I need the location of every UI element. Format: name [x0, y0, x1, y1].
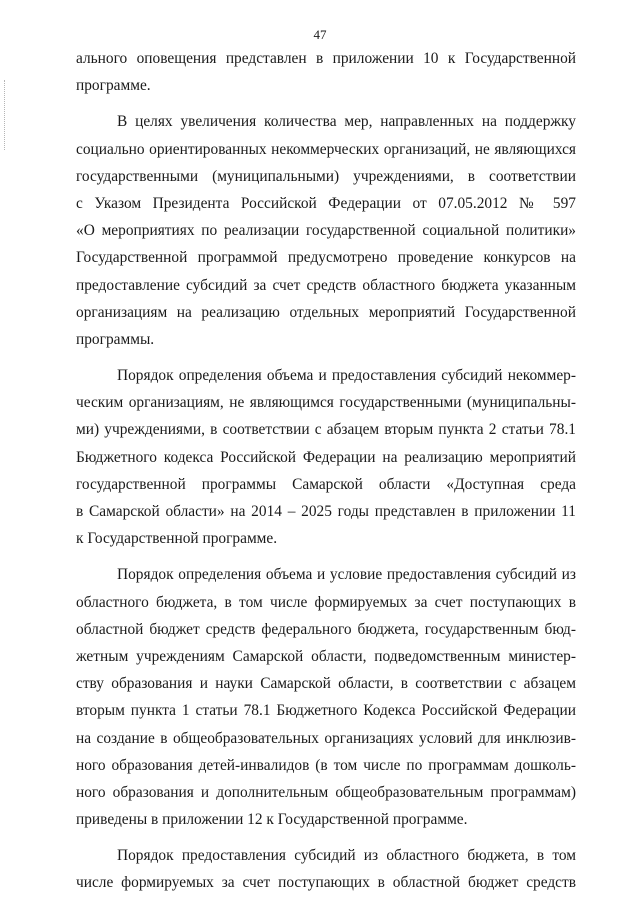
text-line: ного образования и дополнительным общеобразовательным программам)	[76, 783, 576, 801]
text-line: предоставление субсидий за счет средств областного бюджета указанным	[76, 276, 576, 294]
body-text	[76, 45, 576, 897]
text-line: областной бюджет средств федерального бюджета, государственным бюд-	[76, 620, 576, 638]
text-line: государственными (муниципальными) учреждениями, в соответствии	[76, 167, 576, 185]
text-line: Государственной программой предусмотрено проведение конкурсов на	[76, 249, 576, 267]
text-line: социально ориентированных некоммерческих организаций, не являющихся	[76, 140, 576, 158]
text-line: вторым пункта 1 статьи 78.1 Бюджетного Кодекса Российской Федерации	[76, 702, 576, 720]
text-line: ству образования и науки Самарской области, в соответствии с абзацем	[76, 675, 576, 693]
text-line: «О мероприятиях по реализации государственной социальной политики»	[76, 222, 576, 240]
text-line: с Указом Президента Российской Федерации от 07.05.2012 № 597	[76, 194, 576, 212]
text-line: Порядок определения объема и предоставления субсидий некоммер-	[117, 367, 576, 385]
text-line: Порядок определения объема и условие предоставления субсидий из	[117, 566, 576, 584]
text-line: ального оповещения представлен в приложении 10 к Государственной	[76, 50, 576, 67]
text-line: числе формируемых за счет поступающих в областной бюджет средств	[76, 874, 576, 892]
text-line: программы.	[76, 330, 155, 348]
text-line: в Самарской области» на 2014 – 2025 годы представлен в приложении 11	[76, 503, 576, 520]
text-line: приведены в приложении 12 к Государственной программе.	[76, 811, 468, 829]
text-line: государственной программы Самарской области «Доступная среда	[76, 475, 576, 493]
text-line: ного образования детей-инвалидов (в том числе по программам дошколь-	[76, 756, 576, 774]
scan-margin-marks	[4, 80, 7, 150]
text-line: жетным учреждениям Самарской области, подведомственным министер-	[76, 647, 576, 665]
text-line: областного бюджета, в том числе формируемых за счет поступающих в	[76, 593, 576, 611]
text-line: программе.	[76, 77, 151, 95]
text-line: Порядок предоставления субсидий из областного бюджета, в том	[117, 847, 576, 865]
text-line: Бюджетного кодекса Российской Федерации на реализацию мероприятий	[76, 448, 576, 466]
text-line: к Государственной программе.	[76, 530, 278, 548]
text-line: организациям на реализацию отдельных мероприятий Государственной	[76, 303, 576, 321]
text-line: ми) учреждениями, в соответствии с абзацем вторым пункта 2 статьи 78.1	[76, 421, 576, 439]
text-line: В целях увеличения количества мер, направленных на поддержку	[117, 113, 576, 131]
text-line: ческим организациям, не являющимся государственными (муниципальны-	[76, 394, 576, 412]
text-line: на создание в общеобразовательных организациях условий для инклюзив-	[76, 729, 576, 747]
page-number: 47	[313, 27, 327, 42]
